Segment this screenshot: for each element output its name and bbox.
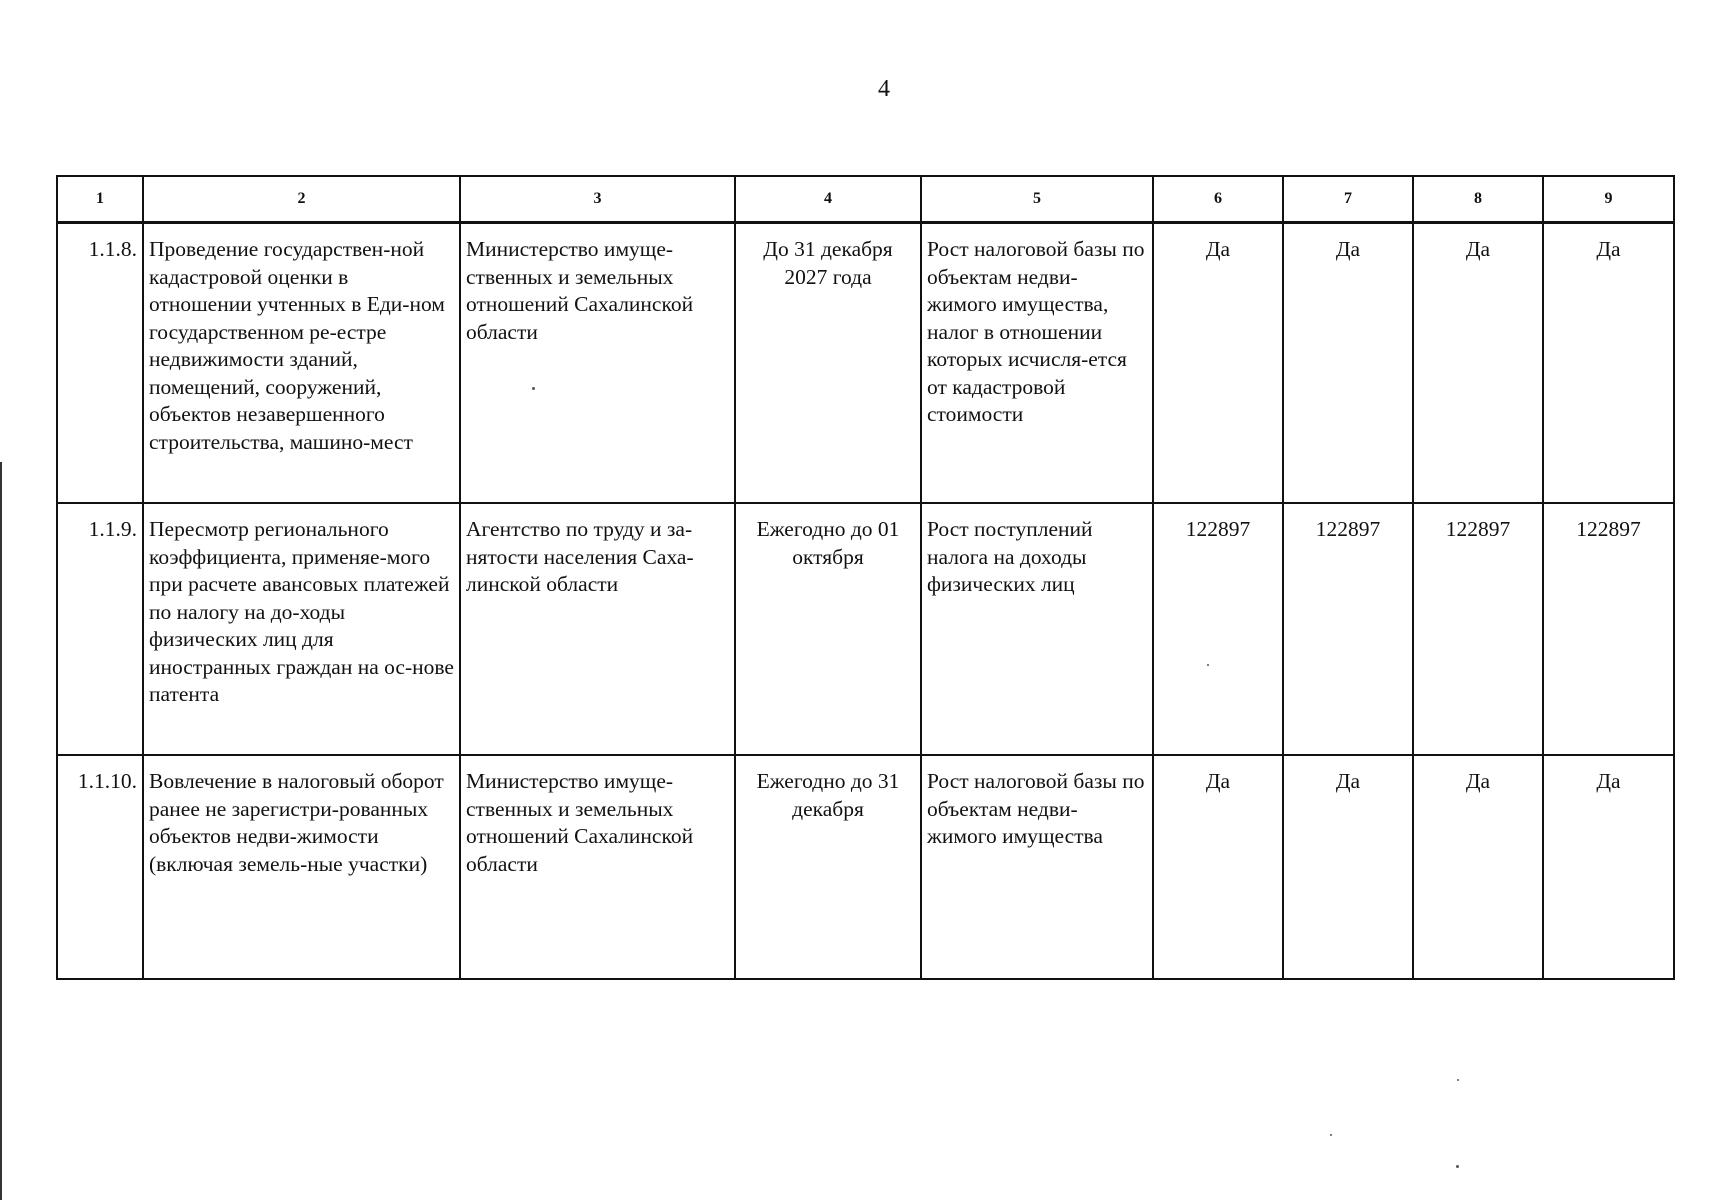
measure-cell: Вовлечение в налоговый оборот ранее не зарегистри-рованных объектов недви-жимости (включая земель-ные участки) (143, 755, 460, 979)
value-cell-8: Да (1413, 755, 1543, 979)
scan-speck (1456, 1165, 1459, 1168)
table-row (57, 755, 1674, 979)
scan-edge-line (0, 462, 2, 1200)
result-cell: Рост поступлений налога на доходы физических лиц (921, 503, 1153, 755)
value-cell-7: 122897 (1283, 503, 1413, 755)
page-number: 4 (878, 76, 890, 102)
value-cell-8: Да (1413, 223, 1543, 504)
header-cell-5: 5 (921, 176, 1153, 223)
deadline-cell: Ежегодно до 01 октября (735, 503, 921, 755)
value-cell-6: 122897 (1153, 503, 1283, 755)
scan-speck (532, 387, 535, 390)
header-cell-7: 7 (1283, 176, 1413, 223)
row-number: 1.1.9. (57, 503, 143, 755)
measure-cell: Проведение государствен-ной кадастровой оценки в отношении учтенных в Еди-ном государственном ре-естре недвижимости зданий, помещений, сооружений, объектов незавершенного строительства, машино-мест (143, 223, 460, 504)
header-cell-8: 8 (1413, 176, 1543, 223)
deadline-cell: Ежегодно до 31 декабря (735, 755, 921, 979)
value-cell-7: Да (1283, 223, 1413, 504)
value-cell-6: Да (1153, 223, 1283, 504)
result-cell: Рост налоговой базы по объектам недви-жимого имущества (921, 755, 1153, 979)
header-cell-4: 4 (735, 176, 921, 223)
responsible-cell: Агентство по труду и за-нятости населения Саха-линской области (460, 503, 735, 755)
table-row (57, 223, 1674, 504)
value-cell-9: Да (1543, 223, 1674, 504)
result-cell: Рост налоговой базы по объектам недви-жимого имущества, налог в отношении которых исчисля-ется от кадастровой стоимости (921, 223, 1153, 504)
scan-speck (1207, 664, 1209, 666)
table-row (57, 503, 1674, 755)
deadline-cell: До 31 декабря 2027 года (735, 223, 921, 504)
value-cell-9: Да (1543, 755, 1674, 979)
value-cell-9: 122897 (1543, 503, 1674, 755)
responsible-cell: Министерство имуще-ственных и земельных отношений Сахалинской области (460, 755, 735, 979)
header-cell-6: 6 (1153, 176, 1283, 223)
measure-cell: Пересмотр регионального коэффициента, применяе-мого при расчете авансовых платежей по налогу на до-ходы физических лиц для иностранных граждан на ос-нове патента (143, 503, 460, 755)
value-cell-7: Да (1283, 755, 1413, 979)
header-cell-1: 1 (57, 176, 143, 223)
row-number: 1.1.10. (57, 755, 143, 979)
scan-speck (1330, 1134, 1332, 1136)
header-cell-3: 3 (460, 176, 735, 223)
value-cell-8: 122897 (1413, 503, 1543, 755)
scan-speck (1457, 1079, 1459, 1081)
measures-table (56, 175, 1675, 980)
responsible-cell: Министерство имуще-ственных и земельных отношений Сахалинской области (460, 223, 735, 504)
table-header-row (57, 176, 1674, 223)
header-cell-9: 9 (1543, 176, 1674, 223)
value-cell-6: Да (1153, 755, 1283, 979)
header-cell-2: 2 (143, 176, 460, 223)
row-number: 1.1.8. (57, 223, 143, 504)
